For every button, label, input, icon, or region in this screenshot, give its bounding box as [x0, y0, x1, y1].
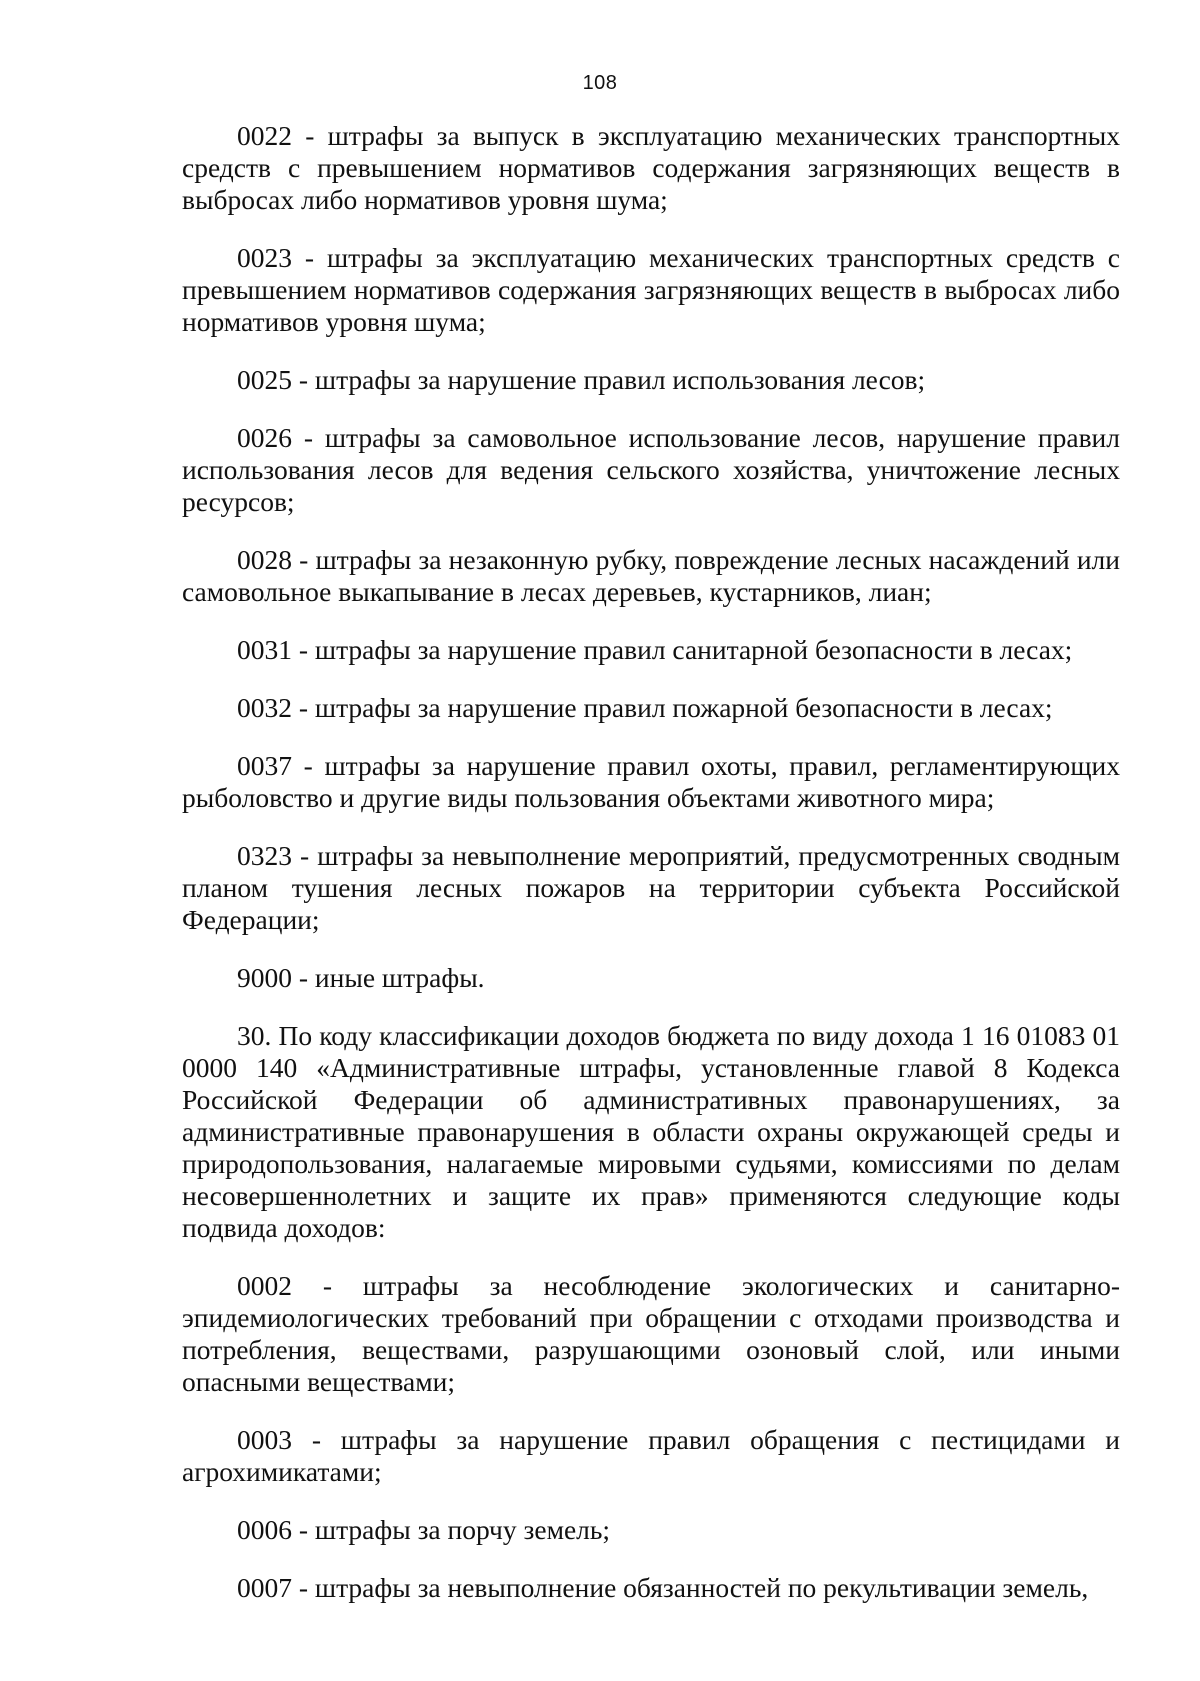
paragraph-0023: 0023 - штрафы за эксплуатацию механических транспортных средств с превышением нормативов содержания загрязняющих веществ в выбросах либо нормативов уровня шума;	[182, 242, 1120, 337]
paragraph-0032: 0032 - штрафы за нарушение правил пожарной безопасности в лесах;	[237, 692, 1053, 723]
document-body	[182, 120, 1120, 1630]
paragraph-0025: 0025 - штрафы за нарушение правил использования лесов;	[237, 364, 926, 395]
paragraph-0037: 0037 - штрафы за нарушение правил охоты, правил, регламентирующих рыболовство и другие виды пользования объектами животного мира;	[182, 750, 1120, 813]
paragraph-9000: 9000 - иные штрафы.	[237, 962, 485, 993]
paragraph-0031: 0031 - штрафы за нарушение правил санитарной безопасности в лесах;	[237, 634, 1073, 665]
page-number: 108	[582, 72, 618, 94]
paragraph-0026: 0026 - штрафы за самовольное использование лесов, нарушение правил использования лесов для ведения сельского хозяйства, уничтожение лесных ресурсов;	[182, 422, 1120, 517]
paragraph-0007: 0007 - штрафы за невыполнение обязанностей по рекультивации земель,	[237, 1572, 1089, 1603]
paragraph-0323: 0323 - штрафы за невыполнение мероприятий, предусмотренных сводным планом тушения лесных пожаров на территории субъекта Российской Федерации;	[182, 840, 1120, 935]
paragraph-0022: 0022 - штрафы за выпуск в эксплуатацию механических транспортных средств с превышением нормативов содержания загрязняющих веществ в выбросах либо нормативов уровня шума;	[182, 120, 1120, 215]
paragraph-0006: 0006 - штрафы за порчу земель;	[237, 1514, 611, 1545]
paragraph-0003: 0003 - штрафы за нарушение правил обращения с пестицидами и агрохимикатами;	[182, 1424, 1120, 1487]
paragraph-section-30: 30. По коду классификации доходов бюджета по виду дохода 1 16 01083 01 0000 140 «Административные штрафы, установленные главой 8 Кодекса Российской Федерации об административных правонарушениях, за административные правонарушения в области охраны окружающей среды и природопользования, налагаемые мировыми судьями, комиссиями по делам несовершеннолетних и защите их прав» применяются следующие коды подвида доходов:	[182, 1020, 1120, 1243]
paragraph-0002: 0002 - штрафы за несоблюдение экологических и санитарно-эпидемиологических требований при обращении с отходами производства и потребления, веществами, разрушающими озоновый слой, или иными опасными веществами;	[182, 1270, 1120, 1397]
paragraph-0028: 0028 - штрафы за незаконную рубку, повреждение лесных насаждений или самовольное выкапывание в лесах деревьев, кустарников, лиан;	[182, 544, 1120, 607]
